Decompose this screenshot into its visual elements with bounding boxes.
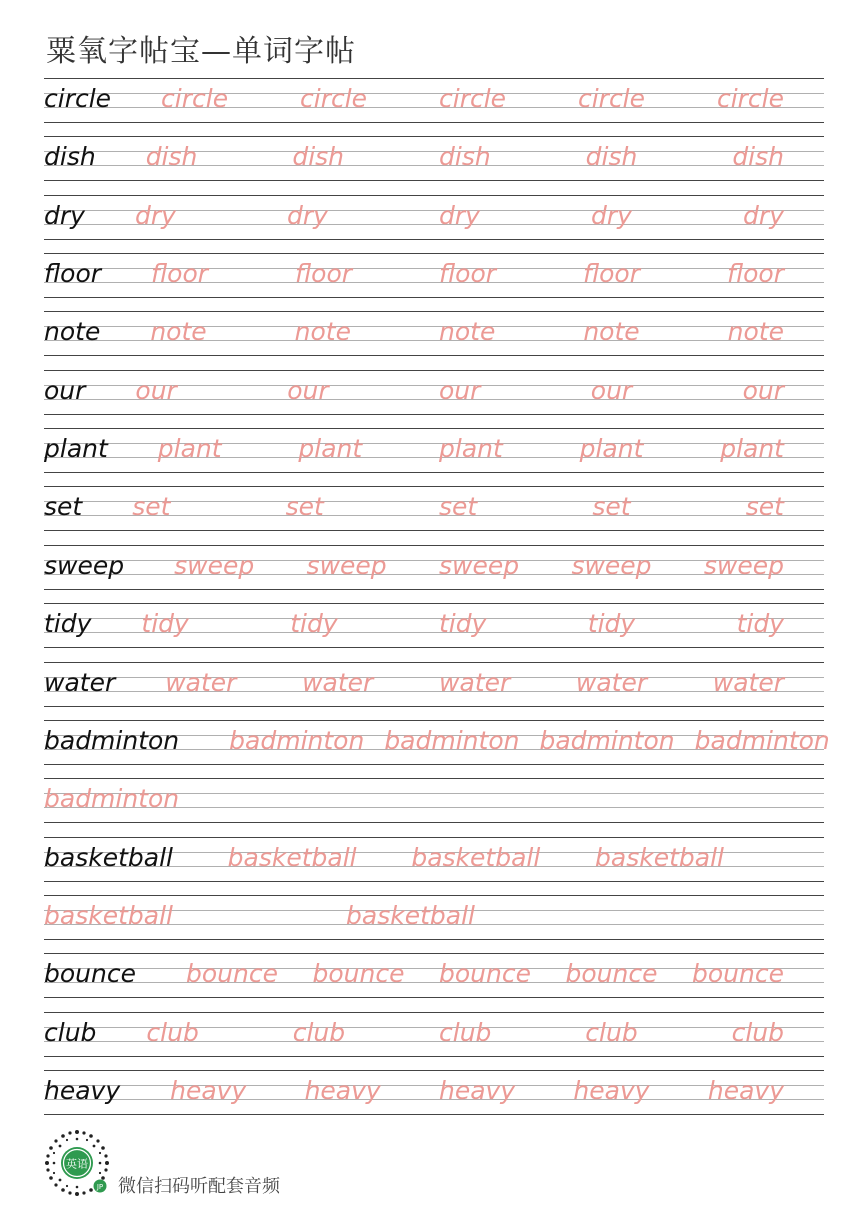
ruled-line: [44, 1056, 824, 1057]
trace-word: sweep: [703, 550, 784, 580]
ruled-line: [44, 939, 824, 940]
trace-word: dish: [439, 142, 491, 172]
trace-word: circle: [161, 84, 229, 113]
trace-word: club: [146, 1017, 199, 1047]
ruled-line: [44, 78, 824, 79]
trace-word: sweep: [439, 550, 520, 580]
ruled-line: [44, 603, 824, 604]
qr-badge-label: 英语: [66, 1157, 88, 1171]
trace-word: floor: [582, 259, 641, 289]
trace-word: set: [285, 492, 324, 522]
trace-word: heavy: [170, 1075, 247, 1105]
ruled-line: [44, 647, 824, 648]
trace-word: set: [592, 492, 631, 522]
trace-word: water: [712, 667, 784, 697]
trace-word: floor: [439, 259, 497, 289]
ruled-line: [44, 472, 824, 473]
trace-word: circle: [716, 84, 784, 113]
ruled-line: [44, 662, 824, 663]
ruled-line: [44, 370, 824, 371]
ruled-line: [44, 837, 824, 838]
trace-word: dish: [292, 142, 345, 172]
ruled-line: [44, 414, 824, 415]
trace-word: dry: [743, 200, 784, 230]
page-title: 粟氧字帖宝—单词字帖: [46, 34, 356, 69]
model-word: water: [44, 667, 116, 697]
trace-word: tidy: [290, 609, 338, 639]
ruled-line: [44, 355, 824, 356]
ruled-line: [44, 311, 824, 312]
trace-word: badminton: [384, 725, 520, 755]
trace-word: plant: [720, 434, 784, 464]
model-word: heavy: [44, 1075, 121, 1105]
ruled-line: [44, 997, 824, 998]
trace-word: plant: [439, 434, 503, 464]
trace-word: note: [583, 317, 640, 347]
trace-word: basketball: [595, 842, 724, 872]
ruled-line: [44, 677, 824, 678]
trace-word: plant: [579, 434, 644, 464]
trace-word: bounce: [439, 959, 531, 989]
trace-word: plant: [298, 434, 363, 464]
trace-word: circle: [300, 84, 368, 113]
svg-text:JP: JP: [96, 1183, 104, 1191]
trace-word: heavy: [573, 1075, 650, 1105]
model-word: bounce: [44, 959, 136, 989]
ruled-line: [44, 486, 824, 487]
scan-instruction: 微信扫码听配套音频: [118, 1176, 280, 1197]
model-word: dry: [44, 200, 85, 230]
trace-word: note: [294, 317, 351, 347]
ruled-line: [44, 822, 824, 823]
trace-word: circle: [577, 84, 646, 113]
trace-word: basketball: [44, 900, 173, 930]
model-word: plant: [44, 434, 108, 464]
trace-word: note: [150, 317, 207, 347]
trace-word: our: [287, 375, 329, 405]
trace-word: set: [745, 492, 784, 522]
trace-word: our: [742, 375, 784, 405]
model-word: circle: [44, 84, 112, 113]
trace-word: basketball: [227, 842, 357, 872]
trace-word: tidy: [439, 609, 487, 639]
trace-word: bounce: [185, 959, 278, 989]
trace-word: water: [302, 667, 374, 697]
ruled-line: [44, 545, 824, 546]
trace-word: circle: [439, 84, 507, 113]
trace-word: heavy: [304, 1075, 381, 1105]
ruled-line: [44, 764, 824, 765]
trace-word: dry: [439, 200, 480, 230]
trace-word: dish: [732, 142, 784, 172]
trace-word: bounce: [312, 959, 405, 989]
trace-word: dry: [134, 200, 176, 230]
trace-word: badminton: [44, 784, 180, 814]
trace-word: floor: [151, 259, 209, 289]
trace-word: floor: [295, 259, 353, 289]
qr-code-icon: [42, 1128, 112, 1198]
trace-word: dish: [585, 142, 638, 172]
model-word: tidy: [44, 609, 92, 639]
trace-word: bounce: [565, 959, 658, 989]
model-word: dish: [44, 142, 96, 172]
trace-word: badminton: [694, 725, 830, 755]
ruled-line: [44, 195, 824, 196]
trace-word: bounce: [692, 959, 784, 989]
model-word: our: [44, 375, 86, 405]
trace-word: club: [292, 1017, 346, 1047]
trace-word: badminton: [539, 725, 675, 755]
trace-word: club: [585, 1017, 638, 1047]
trace-word: floor: [726, 259, 784, 289]
trace-word: tidy: [587, 609, 636, 639]
trace-word: water: [165, 667, 237, 697]
ruled-line: [44, 1070, 824, 1071]
trace-word: our: [135, 375, 177, 405]
trace-word: water: [439, 667, 511, 697]
trace-word: plant: [157, 434, 222, 464]
ruled-line: [44, 953, 824, 954]
ruled-line: [44, 428, 824, 429]
ruled-line: [44, 1114, 824, 1115]
ruled-line: [44, 589, 824, 590]
trace-word: sweep: [174, 550, 255, 580]
model-word: note: [44, 317, 101, 347]
trace-word: club: [439, 1017, 492, 1047]
trace-word: tidy: [141, 609, 189, 639]
trace-word: heavy: [707, 1075, 784, 1105]
trace-word: set: [439, 492, 478, 522]
trace-word: basketball: [411, 842, 541, 872]
model-word: badminton: [44, 725, 180, 755]
trace-word: dish: [145, 142, 198, 172]
ruled-line: [44, 691, 824, 692]
trace-word: club: [731, 1017, 784, 1047]
ruled-line: [44, 706, 824, 707]
model-word: set: [44, 492, 83, 522]
trace-word: basketball: [346, 900, 475, 930]
ruled-line: [44, 180, 824, 181]
model-word: basketball: [44, 842, 173, 872]
ruled-line: [44, 239, 824, 240]
model-word: club: [44, 1017, 97, 1047]
trace-word: sweep: [306, 550, 387, 580]
ruled-line: [44, 530, 824, 531]
trace-word: tidy: [736, 609, 784, 639]
ruled-line: [44, 881, 824, 882]
ruled-line: [44, 253, 824, 254]
model-word: sweep: [44, 550, 125, 580]
ruled-line: [44, 1012, 824, 1013]
trace-word: our: [590, 375, 633, 405]
ruled-line: [44, 778, 824, 779]
trace-word: set: [132, 492, 171, 522]
ruled-line: [44, 122, 824, 123]
trace-word: note: [439, 317, 496, 347]
ruled-line: [44, 297, 824, 298]
trace-word: sweep: [571, 550, 652, 580]
trace-word: our: [439, 375, 481, 405]
ruled-line: [44, 895, 824, 896]
trace-word: water: [575, 667, 648, 697]
trace-word: note: [727, 317, 784, 347]
trace-word: heavy: [439, 1075, 516, 1105]
trace-word: dry: [591, 200, 632, 230]
ruled-line: [44, 720, 824, 721]
trace-word: dry: [286, 200, 328, 230]
ruled-line: [44, 136, 824, 137]
trace-word: badminton: [229, 725, 365, 755]
model-word: floor: [44, 259, 102, 289]
